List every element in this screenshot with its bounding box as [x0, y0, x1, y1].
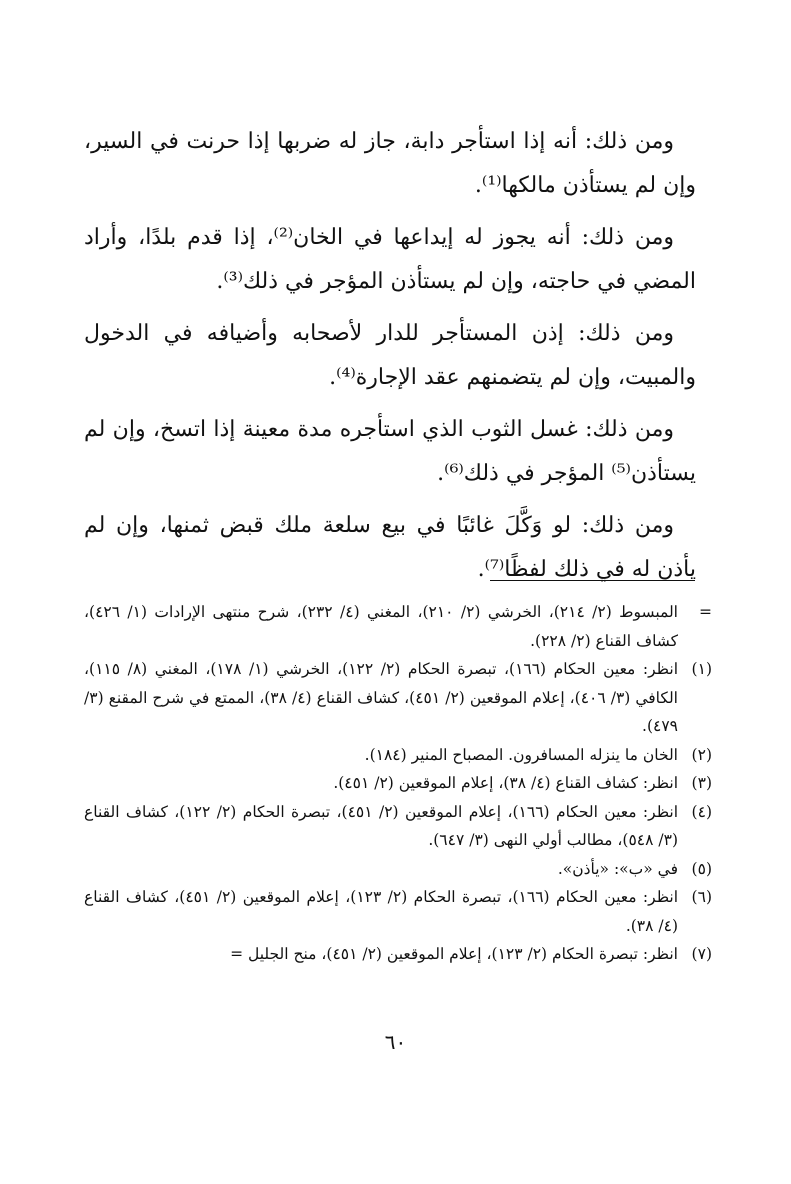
footnote-text: انظر: معين الحكام (١٦٦)، إعلام الموقعين (٢/ ٤٥١)، تبصرة الحكام (٢/ ١٢٢)، كشاف القناع (٣/ ٥٤٨)، مطالب أولي النهى (٣/ ٦٤٧). [84, 802, 679, 849]
footnote-marker: (٢) [691, 745, 712, 764]
footnote-marker: (٤) [691, 802, 712, 821]
footnote-marker: (٥) [691, 859, 712, 878]
page-number: ٦٠ [384, 1030, 407, 1054]
footnote-item [84, 940, 712, 969]
footnote-item [84, 655, 712, 741]
footnote-marker: (١) [691, 660, 712, 678]
footnote-marker: (٣) [691, 774, 712, 792]
footnote-separator [490, 580, 695, 581]
footnote-text: انظر: معين الحكام (١٦٦)، تبصرة الحكام (٢/ ١٢٢)، الخرشي (١/ ١٧٨)، المغني (٨/ ١١٥)، الكافي (٣/ ٤٠٦)، إعلام الموقعين (٢/ ٤٥١)، كشاف القناع (٤/ ٣٨)، الممتع في شرح المقنع (٣/ ٤٧٩). [84, 660, 679, 735]
footnote-item [84, 598, 712, 655]
footnote-text: انظر: معين الحكام (١٦٦)، تبصرة الحكام (٢/ ١٢٣)، إعلام الموقعين (٢/ ٤٥١)، كشاف القناع (٤/ ٣٨). [84, 888, 679, 935]
footnote-item [84, 741, 712, 770]
footnote-text: في «ب»: «يأذن». [557, 859, 678, 878]
main-paragraph: ومن ذلك: إذن المستأجر للدار لأصحابه وأضيافه في الدخول والمبيت، وإن لم يتضمنهم عقد الإجارة⁽⁴⁾. [84, 321, 696, 390]
main-paragraph: ومن ذلك: لو وَكَّلَ غائبًا في بيع سلعة ملك قبض ثمنها، وإن لم يأذن له في ذلك لفظًا⁽⁷⁾. [84, 513, 696, 582]
footnote-marker: = [699, 603, 712, 621]
footnote-item [84, 883, 712, 940]
footnote-text: الخان ما ينزله المسافرون. المصباح المنير (١٨٤). [364, 745, 678, 764]
footnote-text: انظر: كشاف القناع (٤/ ٣٨)، إعلام الموقعين (٢/ ٤٥١). [333, 774, 678, 792]
footnote-item [84, 769, 712, 798]
main-text-body [84, 120, 696, 600]
footnote-text: انظر: تبصرة الحكام (٢/ ١٢٣)، إعلام الموقعين (٢/ ٤٥١)، منح الجليل = [230, 945, 678, 963]
footnote-item [84, 798, 712, 855]
main-paragraph: ومن ذلك: غسل الثوب الذي استأجره مدة معينة إذا اتسخ، وإن لم يستأذن⁽⁵⁾ المؤجر في ذلك⁽⁶⁾. [84, 417, 696, 486]
footnote-item [84, 855, 712, 884]
footnotes-section [84, 598, 712, 969]
main-paragraph: ومن ذلك: أنه يجوز له إيداعها في الخان⁽²⁾، إذا قدم بلدًا، وأراد المضي في حاجته، وإن لم يستأذن المؤجر في ذلك⁽³⁾. [84, 225, 696, 294]
footnote-marker: (٧) [691, 945, 712, 963]
footnote-text: المبسوط (٢/ ٢١٤)، الخرشي (٢/ ٢١٠)، المغني (٤/ ٢٣٢)، شرح منتهى الإرادات (١/ ٤٢٦)، كشاف القناع (٢/ ٢٢٨). [84, 603, 678, 650]
footnote-marker: (٦) [691, 888, 712, 906]
main-paragraph: ومن ذلك: أنه إذا استأجر دابة، جاز له ضربها إذا حرنت في السير، وإن لم يستأذن مالكها⁽¹⁾. [84, 129, 696, 198]
